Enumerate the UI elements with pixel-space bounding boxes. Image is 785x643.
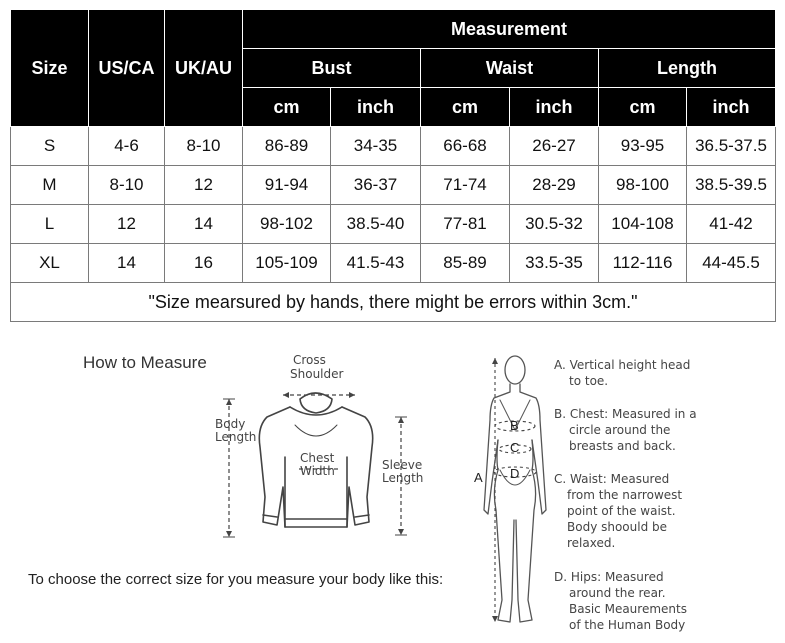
cell-size: M <box>11 166 89 205</box>
instruction-text: To choose the correct size for you measure your body like this: <box>28 571 444 588</box>
guide-title: How to Measure <box>83 353 207 372</box>
cell-size: S <box>11 127 89 166</box>
note-c-line-5: relaxed. <box>567 536 616 550</box>
header-measurement: Measurement <box>243 10 776 49</box>
note-c-line-1: C. Waist: Measured <box>554 472 670 486</box>
note-b-line-2: circle around the <box>569 423 671 437</box>
header-uk-au: UK/AU <box>165 10 243 127</box>
cell-bust-inch: 41.5-43 <box>331 244 421 283</box>
header-bust-inch: inch <box>331 88 421 127</box>
body-length-label-1: Body <box>215 417 246 431</box>
header-waist: Waist <box>421 49 599 88</box>
sleeve-length-label-1: Sleeve <box>382 458 423 472</box>
cross-shoulder-label-1: Cross <box>293 353 326 367</box>
header-length: Length <box>599 49 776 88</box>
table-row <box>11 205 776 244</box>
cell-length-inch: 38.5-39.5 <box>687 166 776 205</box>
letter-a: A <box>474 470 483 485</box>
letter-b: B <box>510 418 519 433</box>
chest-width-label-1: Chest <box>300 451 335 465</box>
cell-us-ca: 8-10 <box>89 166 165 205</box>
cell-bust-cm: 98-102 <box>243 205 331 244</box>
header-length-inch: inch <box>687 88 776 127</box>
measuring-guide <box>0 322 785 643</box>
cell-length-cm: 104-108 <box>599 205 687 244</box>
note-d-line-1: D. Hips: Measured <box>554 570 664 584</box>
header-us-ca: US/CA <box>89 10 165 127</box>
cell-uk-au: 8-10 <box>165 127 243 166</box>
note-d-line-3: Basic Meaurements <box>569 602 687 616</box>
cell-length-inch: 36.5-37.5 <box>687 127 776 166</box>
cell-bust-cm: 86-89 <box>243 127 331 166</box>
header-waist-inch: inch <box>510 88 599 127</box>
cell-length-cm: 98-100 <box>599 166 687 205</box>
letter-d: D <box>510 466 520 481</box>
cell-waist-inch: 30.5-32 <box>510 205 599 244</box>
cell-bust-cm: 91-94 <box>243 166 331 205</box>
cell-waist-cm: 77-81 <box>421 205 510 244</box>
note-b-line-3: breasts and back. <box>569 439 676 453</box>
header-bust-cm: cm <box>243 88 331 127</box>
cell-waist-cm: 66-68 <box>421 127 510 166</box>
note-d-line-4: of the Human Body <box>569 618 686 632</box>
note-d-line-2: around the rear. <box>569 586 666 600</box>
header-waist-cm: cm <box>421 88 510 127</box>
cell-bust-inch: 36-37 <box>331 166 421 205</box>
cross-shoulder-label-2: Shoulder <box>290 367 344 381</box>
header-bust: Bust <box>243 49 421 88</box>
note-c-line-4: Body shoould be <box>567 520 668 534</box>
measurement-note: "Size mearsured by hands, there might be errors within 3cm." <box>11 283 776 322</box>
header-length-cm: cm <box>599 88 687 127</box>
note-c-line-3: point of the waist. <box>567 504 676 518</box>
human-body-icon <box>470 350 550 643</box>
cell-length-inch: 44-45.5 <box>687 244 776 283</box>
cell-waist-inch: 28-29 <box>510 166 599 205</box>
cell-uk-au: 12 <box>165 166 243 205</box>
cell-us-ca: 14 <box>89 244 165 283</box>
cell-us-ca: 4-6 <box>89 127 165 166</box>
note-c-line-2: from the narrowest <box>567 488 683 502</box>
cell-bust-cm: 105-109 <box>243 244 331 283</box>
body-length-label-2: Length <box>215 430 257 444</box>
cell-bust-inch: 38.5-40 <box>331 205 421 244</box>
note-a-line-2: to toe. <box>569 374 609 388</box>
sleeve-length-label-2: Length <box>382 471 424 485</box>
table-row <box>11 244 776 283</box>
chest-width-label-2: Width <box>300 464 335 478</box>
table-note-row <box>11 283 776 322</box>
cell-uk-au: 16 <box>165 244 243 283</box>
cell-length-cm: 93-95 <box>599 127 687 166</box>
cell-size: L <box>11 205 89 244</box>
cell-length-inch: 41-42 <box>687 205 776 244</box>
cell-waist-cm: 85-89 <box>421 244 510 283</box>
table-row <box>11 127 776 166</box>
cell-bust-inch: 34-35 <box>331 127 421 166</box>
cell-uk-au: 14 <box>165 205 243 244</box>
note-a-line-1: A. Vertical height head <box>554 358 691 372</box>
size-chart-table <box>10 9 776 322</box>
cell-size: XL <box>11 244 89 283</box>
cell-waist-inch: 33.5-35 <box>510 244 599 283</box>
cell-waist-inch: 26-27 <box>510 127 599 166</box>
cell-us-ca: 12 <box>89 205 165 244</box>
cell-length-cm: 112-116 <box>599 244 687 283</box>
table-row <box>11 166 776 205</box>
header-size: Size <box>11 10 89 127</box>
letter-c: C <box>510 440 520 455</box>
note-b-line-1: B. Chest: Measured in a <box>554 407 697 421</box>
cell-waist-cm: 71-74 <box>421 166 510 205</box>
